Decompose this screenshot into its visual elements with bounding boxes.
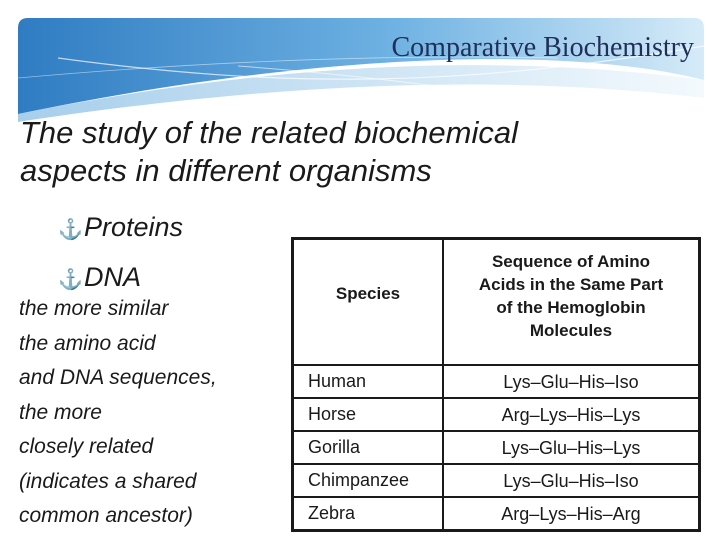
header-species: Species <box>335 284 401 303</box>
intro-line-1: The study of the related biochemical <box>20 115 518 150</box>
intro-line-2: aspects in different organisms <box>20 153 432 188</box>
bullet-label: Proteins <box>84 212 184 242</box>
slide-title: Comparative Biochemistry <box>391 32 694 63</box>
hemoglobin-sequence-table <box>291 237 701 532</box>
description-line: (indicates a shared <box>19 469 197 493</box>
intro-text <box>20 114 620 190</box>
sequence-cell: Lys–Glu–His–Iso <box>503 372 639 392</box>
sequence-cell: Arg–Lys–His–Lys <box>501 405 641 425</box>
table-row <box>294 496 698 531</box>
sequence-cell: Lys–Glu–His–Lys <box>501 438 641 458</box>
description-line: the more <box>19 400 102 424</box>
header-sequence-line: Acids in the Same Part <box>478 275 664 294</box>
table-row <box>294 430 698 465</box>
description-line: the more similar <box>19 297 169 320</box>
description-line: common ancestor) <box>19 504 193 527</box>
species-cell: Horse <box>308 404 357 424</box>
description-line: closely related <box>19 435 154 458</box>
sequence-cell: Lys–Glu–His–Iso <box>503 471 639 491</box>
header-sequence-line: Sequence of Amino <box>491 252 651 271</box>
table-row <box>294 463 698 498</box>
species-cell: Zebra <box>308 503 356 523</box>
description-line: and DNA sequences, <box>19 366 217 389</box>
header-sequence-line: of the Hemoglobin <box>496 298 646 317</box>
bullet-label: DNA <box>84 262 142 292</box>
species-cell: Gorilla <box>308 437 361 457</box>
anchor-bullet-icon: ⚓ <box>58 219 83 241</box>
description-text <box>19 292 289 534</box>
table-row <box>294 397 698 432</box>
description-line: the amino acid <box>19 331 156 355</box>
species-cell: Chimpanzee <box>308 470 410 490</box>
header-sequence-line: Molecules <box>529 321 613 340</box>
anchor-bullet-icon: ⚓ <box>58 269 83 291</box>
species-cell: Human <box>308 371 367 391</box>
sequence-cell: Arg–Lys–His–Arg <box>501 504 641 524</box>
table-row <box>294 364 698 399</box>
bullet-proteins <box>58 208 183 258</box>
header-sequence <box>444 250 698 342</box>
